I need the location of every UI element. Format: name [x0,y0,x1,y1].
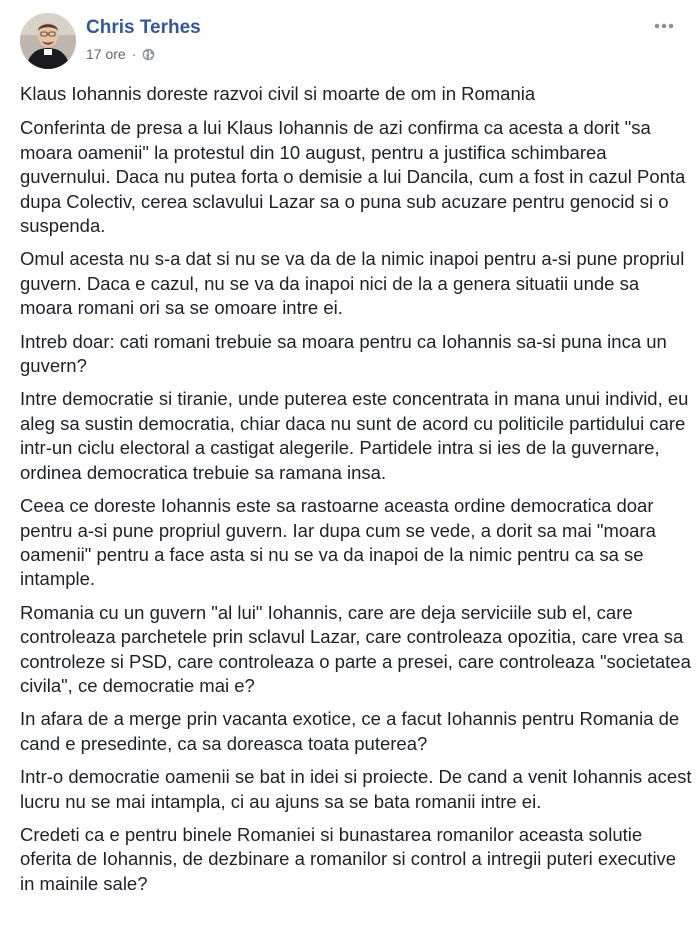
post-paragraph: Omul acesta nu s-a dat si nu se va da de la nimic inapoi pentru a-si pune propriul guvern. Daca e cazul, nu se va da inapoi nici de la a genera situatii unde sa moara romani ori sa se omoare intre ei. [20,248,685,319]
post-paragraph: Credeti ca e pentru binele Romaniei si bunastarea romanilor aceasta solutie oferita de Iohannis, de dezbinare a romanilor si control a intregii puteri executive in mainile sale? [20,823,677,894]
post-meta [86,46,155,62]
avatar[interactable] [20,13,76,69]
post-header [20,13,680,69]
post-body [20,82,692,905]
post-paragraph: Intreb doar: cati romani trebuie sa moara pentru ca Iohannis sa-si puna inca un guvern? [20,330,667,377]
globe-icon[interactable] [142,48,155,61]
post-paragraph: In afara de a merge prin vacanta exotice, ce a facut Iohannis pentru Romania de cand e presedinte, ca sa doreasca toata puterea? [20,708,680,754]
post-paragraph: Ceea ce doreste Iohannis este sa rastoarne aceasta ordine democratica doar pentru a-si pune propriul guvern. Iar dupa cum se vede, a dorit sa mai "moara oamenii" pentru a face asta si nu se va da inapoi de la nimic pentru ca sa se intample. [20,495,656,590]
more-options-icon[interactable] [652,17,676,35]
post-paragraph: Conferinta de presa a lui Klaus Iohannis de azi confirma ca acesta a dorit "sa moara oamenii" la protestul din 10 august, pentru a justifica schimbarea guvernului. Daca nu putea forta o demisie a lui Dancila, cum a fost in cazul Ponta dupa Colectiv, cerea sclavului Lazar sa o puna sub acuzare pentru genocid si o suspenda. [20,117,686,237]
post-paragraph: Intr-o democratie oamenii se bat in idei si proiecte. De cand a venit Iohannis acest lucru nu se mai intampla, ci au ajuns sa se bata romanii intre ei. [20,766,692,812]
post-timestamp[interactable]: 17 ore [86,46,126,62]
meta-separator: · [131,46,137,62]
post-paragraph: Intre democratie si tiranie, unde puterea este concentrata in mana unui individ, eu aleg sa sustin democratia, chiar daca nu sunt de acord cu politicile partidului care intr-un ciclu electoral a castigat alegerile. Partidele intra si ies de la guvernare, ordinea democratica trebuie sa ramana insa. [20,388,689,483]
post-headline: Klaus Iohannis doreste razvoi civil si moarte de om in Romania [20,83,536,104]
author-name[interactable]: Chris Terhes [86,17,201,38]
avatar-portrait [20,13,76,69]
post-paragraph: Romania cu un guvern "al lui" Iohannis, care are deja serviciile sub el, care controleaza parchetele prin sclavul Lazar, care controleaza opozitia, care vrea sa controleze si PSD, care controleaza o parte a presei, care controleaza "societatea civila", ce democratie mai e? [20,601,691,696]
